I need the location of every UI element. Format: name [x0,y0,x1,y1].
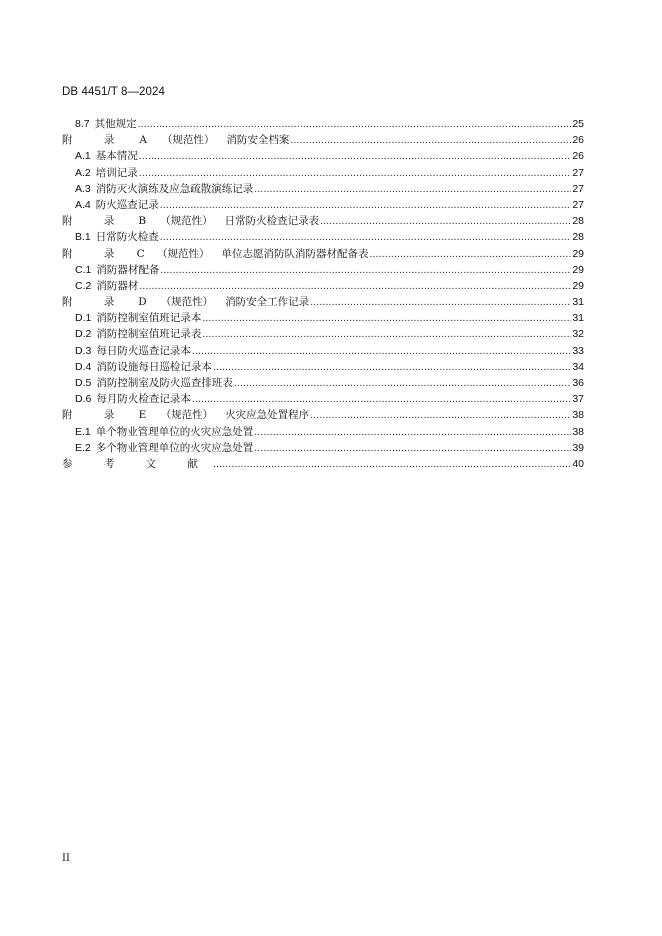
toc-entry-title: 日常防火检查 [95,231,159,244]
dot-leader [160,263,571,279]
toc-entry-number: A.4 [75,198,91,211]
toc-page-number: 37 [572,393,584,406]
toc-entry-title: 消防设施每日巡检记录本 [96,360,212,373]
appendix-kind: （规范性） [156,247,210,260]
toc-entry[interactable] [62,148,584,164]
toc-entry-title: 多个物业管理单位的火灾应急处置 [95,441,254,454]
dot-leader [139,279,571,295]
toc-appendix-entry[interactable] [62,246,584,262]
toc-page-number: 26 [572,150,584,163]
toc-entry[interactable] [62,424,584,440]
dot-leader [138,117,572,133]
dot-leader [202,311,571,327]
toc-entry[interactable] [62,310,584,326]
appendix-title: 火灾应急处置程序 [225,409,310,422]
toc-entry-number: C.2 [75,279,92,292]
toc-entry-number: E.2 [75,441,91,454]
dot-leader [213,360,571,376]
appendix-kind: （规范性） [160,296,214,309]
dot-leader [310,408,571,424]
toc-entry-title: 消防器材 [96,279,139,292]
toc-entry-title: 消防灭火演练及应急疏散演练记录 [95,182,254,195]
toc-page-number: 27 [572,166,584,179]
appendix-letter: E [138,409,147,422]
appendix-letter: B [138,215,147,228]
toc-entry-title: 基本情况 [95,150,138,163]
dot-leader [254,182,571,198]
page-number: II [62,853,70,864]
document-header-id: DB 4451/T 8—2024 [62,86,166,98]
toc-entry[interactable] [62,343,584,359]
toc-entry-number: D.6 [75,393,92,406]
toc-entry-title: 每月防火检查记录本 [96,393,191,406]
toc-entry-title: 其他规定 [94,118,137,130]
dot-leader [290,133,571,149]
toc-entry[interactable] [62,181,584,197]
toc-entry-title: 防火巡查记录 [95,198,159,211]
toc-entry-number: D.2 [75,328,92,341]
toc-entry-number: A.3 [75,182,91,195]
toc-entry[interactable] [62,391,584,407]
toc-entry-number: C.1 [75,263,92,276]
toc-page-number: 28 [572,215,584,228]
toc-entry-title: 消防控制室及防火巡查排班表 [96,377,233,389]
dot-leader [192,392,571,408]
toc-entry-title: 每日防火巡查记录本 [96,344,191,357]
dot-leader [192,344,571,360]
toc-page-number: 32 [572,328,584,341]
toc-page-number: 36 [572,377,584,389]
toc-entry[interactable] [62,359,584,375]
dot-leader [310,295,571,311]
dot-leader [213,457,571,473]
toc-appendix-entry[interactable] [62,132,584,148]
toc-page-number: 40 [572,457,584,470]
toc-entry-title: 培训记录 [95,166,138,179]
dot-leader [202,327,571,343]
toc-page-number: 31 [572,312,584,325]
toc-entry[interactable] [62,375,584,391]
toc-entry[interactable] [62,262,584,278]
references-title: 参 考 文 献 [62,457,213,470]
toc-entry-number: 8.7 [75,118,90,130]
toc-entry-title: 单个物业管理单位的火灾应急处置 [95,425,254,438]
toc-entry[interactable] [62,326,584,342]
appendix-kind: （规范性） [161,134,215,147]
appendix-letter: D [138,296,147,309]
toc-entry-number: D.4 [75,360,92,373]
dot-leader [320,214,571,230]
dot-leader [254,441,571,457]
toc-page-number: 38 [572,409,584,422]
dot-leader [160,198,572,214]
toc-entry-number: D.5 [75,377,92,389]
toc-entry-number: D.3 [75,344,92,357]
toc-entry-title: 消防器材配备 [96,263,160,276]
toc-page-number: 33 [572,344,584,357]
toc-entry-title: 消防控制室值班记录表 [96,328,202,341]
toc-entry[interactable] [62,197,584,213]
toc-appendix-entry[interactable] [62,407,584,423]
toc-page-number: 38 [572,425,584,438]
dot-leader [234,376,571,392]
toc-page-number: 29 [572,247,584,260]
toc-entry[interactable] [62,229,584,245]
toc-page-number: 27 [572,182,584,195]
toc-page-number: 29 [572,279,584,292]
appendix-title: 单位志愿消防队消防器材配备表 [221,247,369,260]
dot-leader [160,230,572,246]
toc-page-number: 28 [572,231,584,244]
appendix-title: 日常防火检查记录表 [224,215,320,228]
toc-entry[interactable] [62,165,584,181]
toc-page-number: 31 [572,296,584,309]
appendix-label: 附 录 [62,247,129,260]
toc-page-number: 25 [572,118,584,130]
toc-entry-number: D.1 [75,312,92,325]
toc-entry-number: E.1 [75,425,91,438]
appendix-letter: C [136,247,145,260]
table-of-contents [62,116,584,472]
toc-entry-number: A.2 [75,166,91,179]
toc-page-number: 26 [572,134,584,147]
toc-appendix-entry[interactable] [62,294,584,310]
dot-leader [254,425,571,441]
appendix-label: 附 录 [62,134,129,147]
appendix-letter: A [139,134,147,147]
toc-page-number: 27 [572,198,584,211]
dot-leader [139,149,572,165]
toc-entry[interactable] [62,116,584,132]
dot-leader [369,247,571,263]
toc-entry[interactable] [62,278,584,294]
toc-entry-number: A.1 [75,150,91,163]
appendix-label: 附 录 [62,409,129,422]
toc-appendix-entry[interactable] [62,213,584,229]
toc-page-number: 29 [572,263,584,276]
toc-page-number: 39 [572,441,584,454]
toc-entry[interactable] [62,440,584,456]
appendix-label: 附 录 [62,215,129,228]
appendix-kind: （规范性） [160,409,214,422]
toc-entry-number: B.1 [75,231,91,244]
appendix-kind: （规范性） [160,215,213,228]
toc-page-number: 34 [572,360,584,373]
appendix-label: 附 录 [62,296,129,309]
appendix-title: 消防安全工作记录 [225,296,310,309]
dot-leader [139,166,572,182]
appendix-title: 消防安全档案 [226,134,290,147]
toc-entry-title: 消防控制室值班记录本 [96,312,202,325]
toc-references-entry[interactable] [62,456,584,472]
